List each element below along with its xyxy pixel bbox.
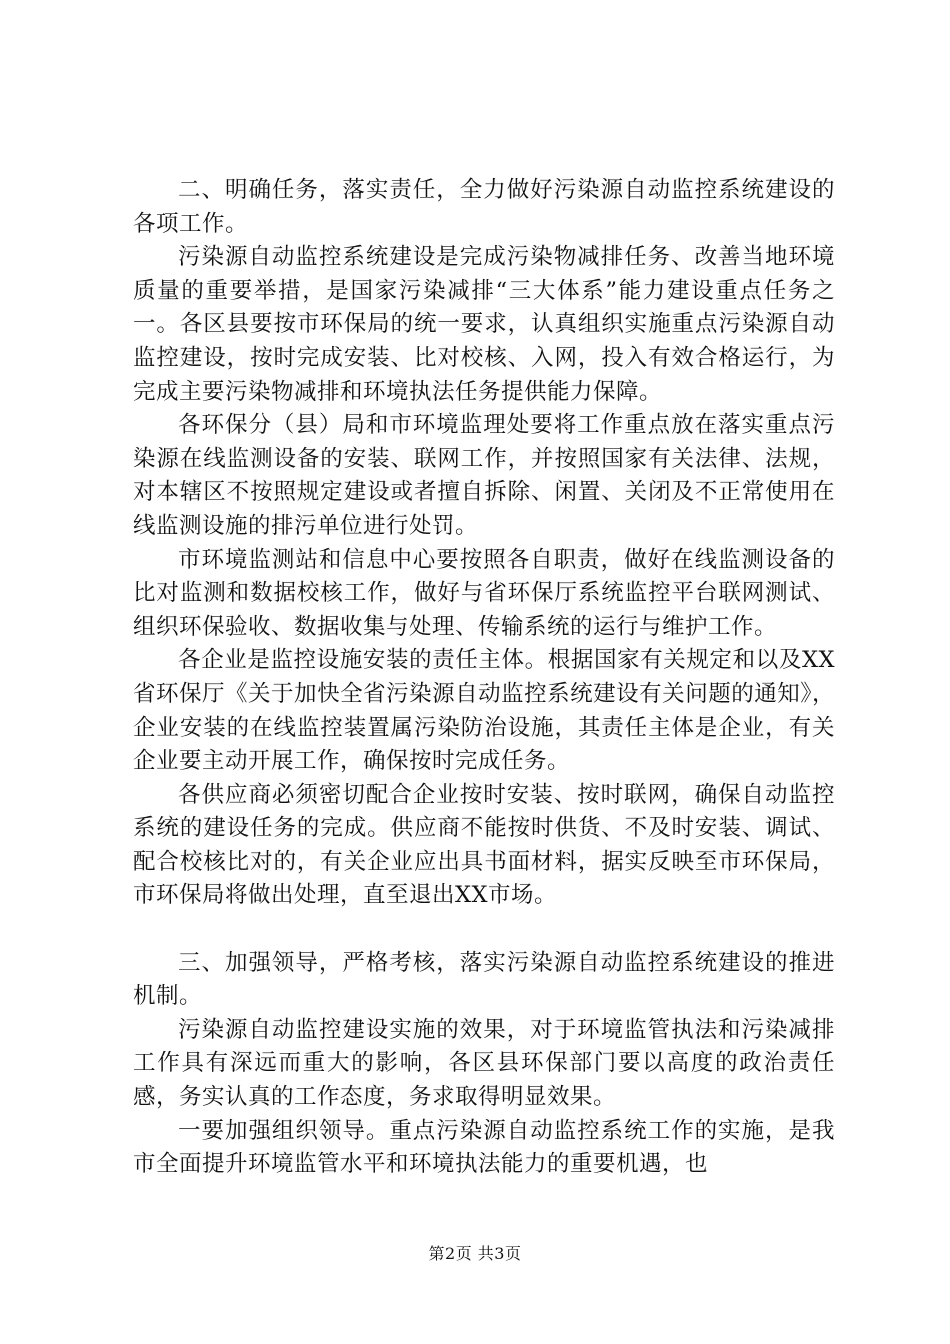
section-3-paragraph-1: 污染源自动监控建设实施的效果，对于环境监管执法和污染减排工作具有深远而重大的影响，各区县环保部门要以高度的政治责任感，务实认真的工作态度，务求取得明显效果。	[133, 1016, 835, 1111]
section-2-heading: 二、明确任务，落实责任，全力做好污染源自动监控系统建设的各项工作。	[133, 177, 835, 237]
section-2-paragraph-3: 市环境监测站和信息中心要按照各自职责，做好在线监测设备的比对监测和数据校核工作，做好与省环保厅系统监控平台联网测试、组织环保验收、数据收集与处理、传输系统的运行与维护工作。	[133, 546, 835, 640]
section-2-paragraph-4: 各企业是监控设施安装的责任主体。根据国家有关规定和以及XX省环保厅《关于加快全省污染源自动监控系统建设有关问题的通知》，企业安装的在线监控装置属污染防治设施，其责任主体是企业，有关企业要主动开展工作，确保按时完成任务。	[133, 647, 835, 775]
page-number-footer: 第2页 共3页	[428, 1244, 522, 1263]
section-3-heading: 三、加强领导，严格考核，落实污染源自动监控系统建设的推进机制。	[133, 949, 835, 1010]
section-2-paragraph-1: 污染源自动监控系统建设是完成污染物减排任务、改善当地环境质量的重要举措，是国家污染减排“三大体系”能力建设重点任务之一。各区县要按市环保局的统一要求，认真组织实施重点污染源自动监控建设，按时完成安装、比对校核、入网，投入有效合格运行，为完成主要污染物减排和环境执法任务提供能力保障。	[133, 244, 835, 405]
section-2-paragraph-2: 各环保分（县）局和市环境监理处要将工作重点放在落实重点污染源在线监测设备的安装、联网工作，并按照国家有关法律、法规，对本辖区不按照规定建设或者擅自拆除、闲置、关闭及不正常使用在线监测设施的排污单位进行处罚。	[133, 412, 835, 539]
document-body	[133, 174, 835, 1182]
section-spacer	[133, 913, 835, 947]
section-3-paragraph-2: 一要加强组织领导。重点污染源自动监控系统工作的实施，是我市全面提升环境监管水平和环境执法能力的重要机遇，也	[133, 1117, 835, 1178]
section-2-paragraph-5: 各供应商必须密切配合企业按时安装、按时联网，确保自动监控系统的建设任务的完成。供应商不能按时供货、不及时安装、调试、配合校核比对的，有关企业应出具书面材料，据实反映至市环保局，市环保局将做出处理，直至退出XX市场。	[133, 781, 835, 909]
